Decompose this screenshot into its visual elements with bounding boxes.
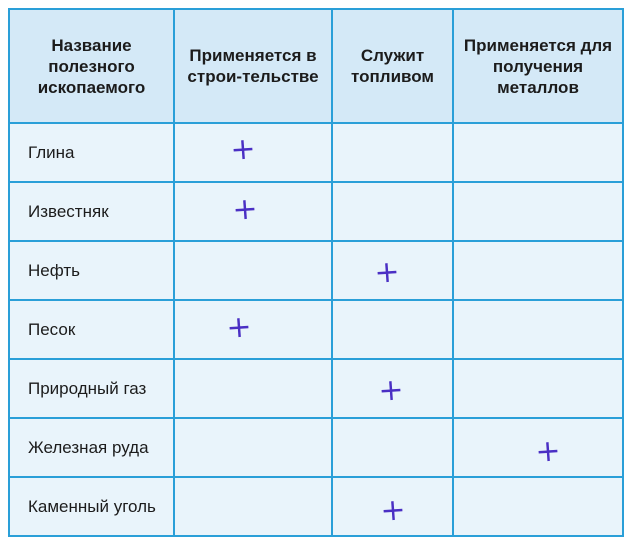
- header-mineral-name-label: Название полезного ископаемого: [37, 35, 146, 97]
- mineral-name: Глина: [9, 123, 174, 182]
- minerals-table: [8, 8, 624, 537]
- table-row: [9, 182, 623, 241]
- metals-cell: [453, 359, 623, 418]
- construction-cell: [174, 182, 332, 241]
- metals-cell: [453, 300, 623, 359]
- fuel-cell: [332, 123, 453, 182]
- fuel-cell: [332, 241, 453, 300]
- metals-cell: [453, 241, 623, 300]
- mineral-name: Известняк: [9, 182, 174, 241]
- construction-cell: [174, 418, 332, 477]
- mineral-name: Нефть: [9, 241, 174, 300]
- fuel-cell: [332, 477, 453, 536]
- table-row: [9, 359, 623, 418]
- metals-cell: [453, 418, 623, 477]
- table-row: [9, 300, 623, 359]
- construction-cell: [174, 359, 332, 418]
- fuel-cell: [332, 300, 453, 359]
- metals-cell: [453, 182, 623, 241]
- handwritten-plus-mark: +: [378, 491, 407, 529]
- header-fuel: [332, 9, 453, 123]
- header-construction-label: Применяется в строи-тельстве: [187, 46, 319, 86]
- header-fuel-label: Служит топливом: [351, 46, 434, 86]
- handwritten-plus-mark: +: [376, 371, 405, 409]
- header-metals-label: Применяется для получения металлов: [463, 35, 613, 97]
- fuel-cell: [332, 359, 453, 418]
- table-row: [9, 418, 623, 477]
- header-metals: [453, 9, 623, 123]
- metals-cell: [453, 477, 623, 536]
- table-row: [9, 477, 623, 536]
- handwritten-plus-mark: +: [534, 432, 562, 470]
- mineral-name: Каменный уголь: [9, 477, 174, 536]
- handwritten-plus-mark: +: [372, 253, 401, 291]
- construction-cell: [174, 241, 332, 300]
- table-row: [9, 123, 623, 182]
- table-row: [9, 241, 623, 300]
- handwritten-plus-mark: +: [231, 190, 259, 228]
- mineral-name: Природный газ: [9, 359, 174, 418]
- metals-cell: [453, 123, 623, 182]
- fuel-cell: [332, 418, 453, 477]
- construction-cell: [174, 123, 332, 182]
- handwritten-plus-mark: +: [229, 130, 257, 168]
- mineral-name: Железная руда: [9, 418, 174, 477]
- handwritten-plus-mark: +: [225, 308, 253, 346]
- fuel-cell: [332, 182, 453, 241]
- construction-cell: [174, 477, 332, 536]
- header-construction: [174, 9, 332, 123]
- mineral-name: Песок: [9, 300, 174, 359]
- header-mineral-name: [9, 9, 174, 123]
- header-row: [9, 9, 623, 123]
- construction-cell: [174, 300, 332, 359]
